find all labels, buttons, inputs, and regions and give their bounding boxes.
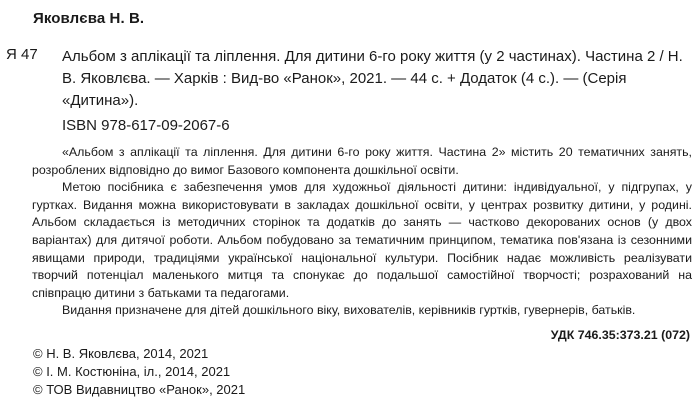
- catalog-index: Я 47: [6, 46, 38, 63]
- udk-code: УДК 746.35:373.21 (072): [550, 328, 690, 342]
- copyright-line: © Н. В. Яковлєва, 2014, 2021: [33, 346, 209, 361]
- annotation: [32, 144, 692, 320]
- isbn: ISBN 978-617-09-2067-6: [62, 117, 230, 134]
- copyright-line: © І. М. Костюніна, іл., 2014, 2021: [33, 364, 231, 379]
- bibliographic-entry: Альбом з аплікації та ліплення. Для дитини 6-го року життя (у 2 частинах). Частина 2 / Н. В. Яковлєва. — Харків : Вид-во «Ранок», 2021. — 44 с. + Додаток (4 с.). — (Серія «Дитина»).: [62, 48, 683, 109]
- annotation-paragraph: Метою посібника є забезпечення умов для художньої діяльності дитини: індивідуальної, у підгрупах, у гуртках. Видання можна використовувати в закладах дошкільної освіти, у центрах розвитку дитини, у родині. Альбом складається із методичних сторінок та додатків до занять — частково декорованих основ (у двох варіантах) для дитячої роботи. Альбом побудовано за тематичним принципом, тематика пов'язана із сезонними явищами природи, традиціями української національної культури. Посібник надає можливість реалізувати творчий потенціал маленького митця та спонукає до подальшої самостійної творчості; розрахований на співпрацю дитини з батьками та педагогами.: [32, 180, 692, 300]
- annotation-paragraph: Видання призначене для дітей дошкільного віку, вихователів, керівників гуртків, гувернерів, батьків.: [62, 303, 636, 318]
- copyright-line: © ТОВ Видавництво «Ранок», 2021: [33, 382, 246, 397]
- author-heading: Яковлєва Н. В.: [33, 10, 145, 27]
- annotation-paragraph: «Альбом з аплікації та ліплення. Для дитини 6-го року життя. Частина 2» містить 20 тематичних занять, розроблених відповідно до вимог Базового компонента дошкільної освіти.: [32, 145, 692, 177]
